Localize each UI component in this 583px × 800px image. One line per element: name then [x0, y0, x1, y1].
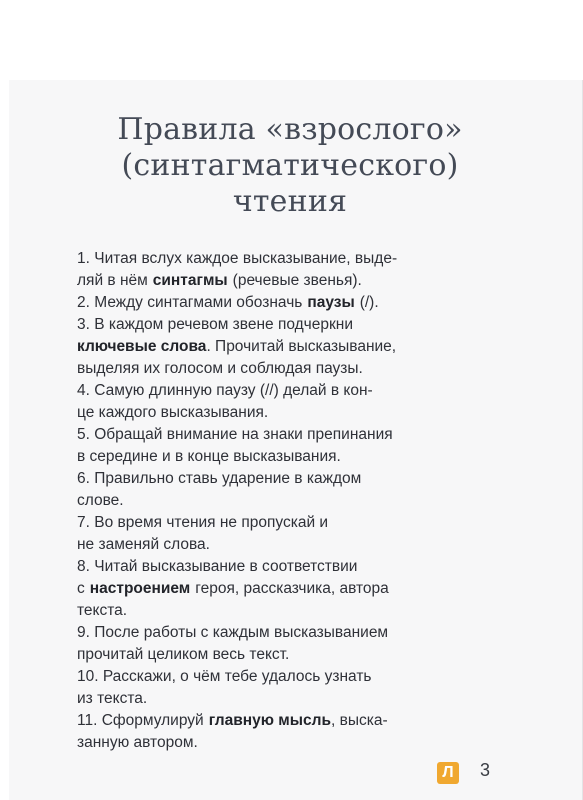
rules-list: [77, 248, 489, 754]
rule-9-line-1: 9. После работы с каждым высказыванием: [77, 624, 389, 641]
rule-6-line-1: 6. Правильно ставь ударение в каждом: [77, 470, 362, 487]
page-number: 3: [480, 760, 491, 780]
rule-3-line-2: ключевые слова . Прочитай высказывание,: [77, 336, 489, 358]
keyword-syntagms: синтагмы: [152, 272, 228, 289]
rule-11-line-1: 11. Сформулируй главную мысль , выска-: [77, 710, 489, 732]
rule-6-line-2: слове.: [77, 492, 124, 509]
rule-9-line-2: прочитай целиком весь текст.: [77, 646, 290, 663]
rule-8-line-2: с настроением героя, рассказчика, автора: [77, 578, 489, 600]
title-line-1: Правила «взрослого»: [117, 112, 463, 147]
rule-8-line-1: 8. Читай высказывание в соответствии: [77, 558, 358, 575]
rule-1-line-1: 1. Читая вслух каждое высказывание, выде-: [77, 250, 398, 267]
keyword-main-idea: главную мысль: [208, 712, 331, 729]
keyword-pauses: паузы: [307, 294, 355, 311]
rule-4-line-2: це каждого высказывания.: [77, 404, 269, 421]
publisher-logo-icon: Л: [437, 762, 459, 784]
rule-11-line-2: занную автором.: [77, 734, 198, 751]
keyword-key-words: ключевые слова: [77, 338, 207, 355]
rule-7-line-1: 7. Во время чтения не пропускай и: [77, 514, 329, 531]
rule-10-line-2: из текста.: [77, 690, 148, 707]
rule-8-line-3: текста.: [77, 602, 128, 619]
rule-3-line-3: выделяя их голосом и соблюдая паузы.: [77, 360, 363, 377]
rule-1-line-2: ляй в нём синтагмы (речевые звенья).: [77, 270, 489, 292]
rule-5-line-1: 5. Обращай внимание на знаки препинания: [77, 426, 393, 443]
title-line-3: чтения: [232, 184, 348, 219]
keyword-mood: настроением: [89, 580, 191, 597]
rule-4-line-1: 4. Самую длинную паузу (//) делай в кон-: [77, 382, 373, 399]
rule-10-line-1: 10. Расскажи, о чём тебе удалось узнать: [77, 668, 372, 685]
page-title: [40, 112, 540, 220]
rule-7-line-2: не заменяй слова.: [77, 536, 210, 553]
rule-3-line-1: 3. В каждом речевом звене подчеркни: [77, 316, 353, 333]
rule-5-line-2: в середине и в конце высказывания.: [77, 448, 341, 465]
title-line-2: (синтагматического): [121, 148, 459, 183]
rule-2-line-1: 2. Между синтагмами обозначь паузы (/).: [77, 292, 489, 314]
